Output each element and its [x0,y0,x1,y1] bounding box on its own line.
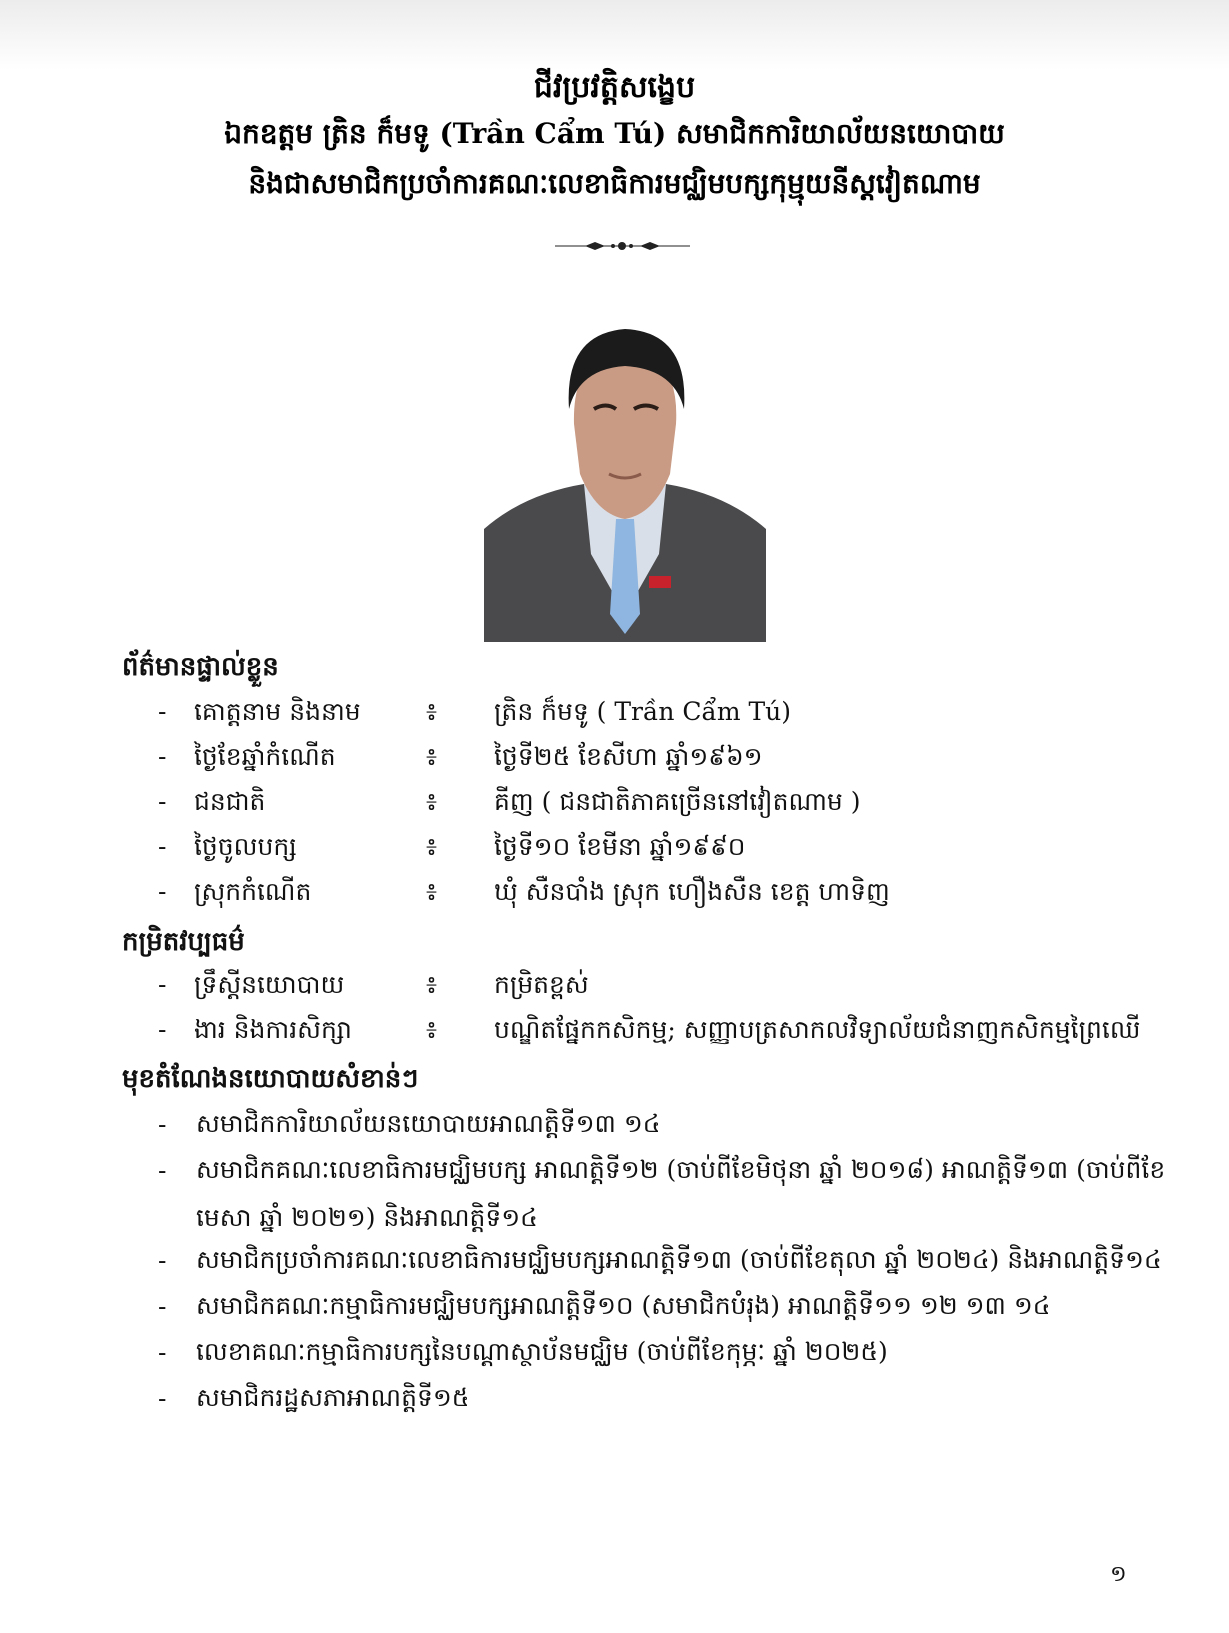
info-colon: ៖ [426,787,437,816]
info-colon: ៖ [426,697,437,726]
info-label: គោត្តនាម និងនាម [194,697,361,726]
document-title: ជីវប្រវត្តិសង្ខេប [533,70,696,105]
info-colon: ៖ [426,832,437,861]
info-value: កម្រិតខ្ពស់ [494,970,589,999]
ornament-divider-icon [555,240,690,252]
info-row [0,877,1229,921]
info-label: ជនជាតិ [194,787,266,816]
position-text: សមាជិករដ្ឋសភាអាណត្តិទី១៥ [196,1383,470,1412]
info-colon: ៖ [426,742,437,771]
info-value: គីញ ( ជនជាតិភាគច្រើននៅវៀតណាម ) [494,787,861,816]
info-label: ស្រុកកំណើត [194,877,312,906]
bullet-dash: - [158,1338,167,1367]
info-value: ឃុំ សឺនបាំង ស្រុក ហឿងសឺន ខេត្ត ហាទិញ [494,877,890,906]
info-label: ថ្ងៃខែឆ្នាំកំណើត [194,742,336,771]
bullet-dash: - [158,832,167,861]
info-label: ងារ និងការសិក្សា [194,1015,352,1044]
positions-heading: មុខតំណែងនយោបាយសំខាន់ៗ [122,1064,419,1094]
position-text: សមាជិកការិយាល័យនយោបាយអាណត្តិទី១៣ ១៤ [196,1109,661,1138]
info-value: ថ្ងៃទី២៥ ខែសីហា ឆ្នាំ១៩៦១ [494,742,763,771]
top-shade [0,0,1229,70]
bullet-dash: - [158,787,167,816]
position-text: សមាជិកប្រចាំការគណៈលេខាធិការមជ្ឈិមបក្សអាណត្តិទី១៣ (ចាប់ពីខែតុលា ឆ្នាំ ២០២៤) និងអាណត្តិទី១៤ [196,1245,1162,1274]
info-row [0,787,1229,831]
info-value: បណ្ឌិតផ្នែកកសិកម្ម; សញ្ញាបត្រសាកលវិទ្យាល័យជំនាញកសិកម្មព្រៃឈើ [494,1015,1141,1044]
position-text: លេខាគណៈកម្មាធិការបក្សនៃបណ្តាស្ថាប័នមជ្ឈិម (ចាប់ពីខែកុម្ភៈ ឆ្នាំ ២០២៥) [196,1337,888,1366]
info-value: ត្រិន ក៏មទូ ( Trần Cẩm Tú) [494,697,792,726]
portrait-photo [484,314,766,642]
bullet-dash: - [158,1292,167,1321]
personal-info-heading: ព័ត៌មានផ្ទាល់ខ្លួន [122,652,279,682]
page-number: ១ [1110,1562,1127,1587]
info-row [0,1015,1229,1059]
info-colon: ៖ [426,1015,437,1044]
bullet-dash: - [158,877,167,906]
bullet-dash: - [158,1384,167,1413]
info-label: ទ្រឹស្តីនយោបាយ [194,970,345,999]
bullet-dash: - [158,742,167,771]
info-row [0,970,1229,1014]
bullet-dash: - [158,1110,167,1139]
info-colon: ៖ [426,877,437,906]
position-text: សមាជិកគណៈលេខាធិការមជ្ឈិមបក្ស អាណត្តិទី១២ (ចាប់ពីខែមិថុនា ឆ្នាំ ២០១៨) អាណត្តិទី១៣ (ចាប់ពីខែមេសា ឆ្នាំ ២០២១) និងអាណត្តិទី១៤ [196,1155,1166,1232]
education-heading: កម្រិតវប្បធម៌ [122,927,245,957]
info-value: ថ្ងៃទី១០ ខែមីនា ឆ្នាំ១៩៩០ [494,832,746,861]
position-text: សមាជិកគណៈកម្មាធិការមជ្ឈិមបក្សអាណត្តិទី១០ (សមាជិកបំរុង) អាណត្តិទី១១ ១២ ១៣ ១៤ [196,1291,1051,1320]
title-line-3: និងជាសមាជិកប្រចាំការគណៈលេខាធិការមជ្ឈិមបក្សកុម្មុយនីស្តវៀតណាម [248,167,981,200]
info-row [0,832,1229,876]
bullet-dash: - [158,970,167,999]
bullet-dash: - [158,1015,167,1044]
bullet-dash: - [158,1156,167,1185]
info-colon: ៖ [426,970,437,999]
bullet-dash: - [158,697,167,726]
info-label: ថ្ងៃចូលបក្ស [194,832,297,861]
info-row [0,742,1229,786]
title-line-2: ឯកឧត្តម ត្រិន ក៏មទូ (Trần Cẩm Tú) សមាជិកការិយាល័យនយោបាយ [224,117,1005,150]
info-row [0,697,1229,741]
bullet-dash: - [158,1246,167,1275]
